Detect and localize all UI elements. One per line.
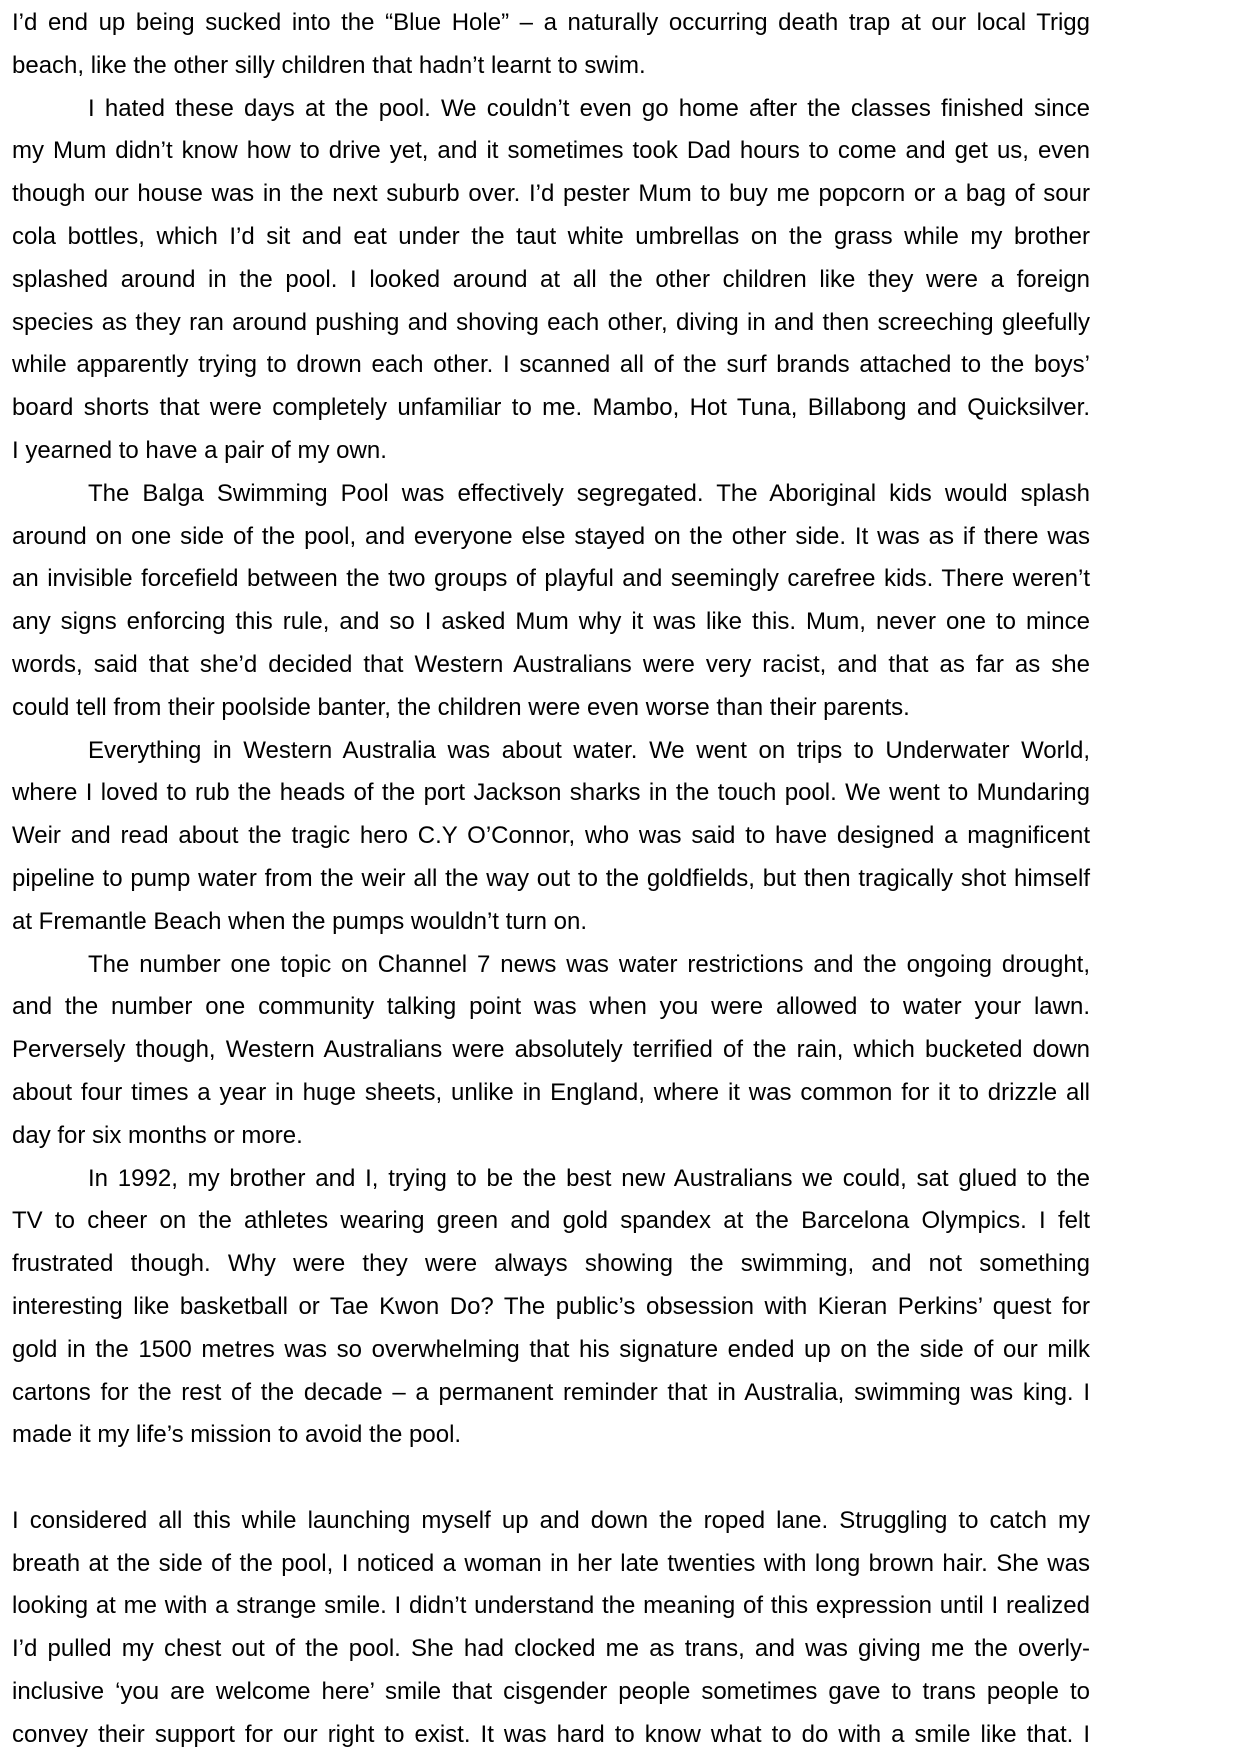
text-line: inclusive ‘you are welcome here’ smile that cisgender people sometimes gave to trans people to	[12, 1678, 1090, 1706]
text-line: day for six months or more.	[12, 1121, 303, 1149]
text-line: board shorts that were completely unfamiliar to me. Mambo, Hot Tuna, Billabong and Quicksilver.	[12, 394, 1090, 422]
text-line: I yearned to have a pair of my own.	[12, 436, 387, 464]
text-line: breath at the side of the pool, I noticed a woman in her late twenties with long brown hair. She was	[12, 1549, 1090, 1577]
text-line: The number one topic on Channel 7 news was water restrictions and the ongoing drought,	[88, 950, 1090, 978]
paragraph	[12, 944, 1090, 1158]
text-line: though our house was in the next suburb over. I’d pester Mum to buy me popcorn or a bag of sour	[12, 180, 1090, 208]
document-body	[12, 2, 1090, 1757]
paragraph	[12, 1158, 1090, 1458]
text-line: interesting like basketball or Tae Kwon Do? The public’s obsession with Kieran Perkins’ quest for	[12, 1292, 1090, 1320]
paragraph	[12, 473, 1090, 730]
text-line: I hated these days at the pool. We couldn’t even go home after the classes finished since	[88, 94, 1090, 122]
text-line: could tell from their poolside banter, the children were even worse than their parents.	[12, 693, 910, 721]
text-line: and the number one community talking point was when you were allowed to water your lawn.	[12, 993, 1090, 1021]
text-line: Perversely though, Western Australians were absolutely terrified of the rain, which bucketed down	[12, 1036, 1090, 1064]
text-line: The Balga Swimming Pool was effectively segregated. The Aboriginal kids would splash	[88, 479, 1090, 507]
text-line: Everything in Western Australia was about water. We went on trips to Underwater World,	[88, 736, 1090, 764]
text-line: cola bottles, which I’d sit and eat under the taut white umbrellas on the grass while my brother	[12, 222, 1090, 250]
text-line: gold in the 1500 metres was so overwhelming that his signature ended up on the side of our milk	[12, 1335, 1090, 1363]
text-line: I considered all this while launching myself up and down the roped lane. Struggling to catch my	[12, 1506, 1090, 1534]
text-line: made it my life’s mission to avoid the pool.	[12, 1421, 462, 1449]
text-line: while apparently trying to drown each other. I scanned all of the surf brands attached to the boys’	[12, 351, 1090, 379]
text-line: frustrated though. Why were they were always showing the swimming, and not something	[12, 1250, 1090, 1278]
text-line: any signs enforcing this rule, and so I asked Mum why it was like this. Mum, never one to mince	[12, 608, 1090, 636]
text-line: pipeline to pump water from the weir all the way out to the goldfields, but then tragically shot himself	[12, 864, 1090, 892]
paragraph	[12, 730, 1090, 944]
text-line: at Fremantle Beach when the pumps wouldn’t turn on.	[12, 907, 587, 935]
text-line: convey their support for our right to exist. It was hard to know what to do with a smile like that. I	[12, 1720, 1090, 1748]
text-line: Weir and read about the tragic hero C.Y O’Connor, who was said to have designed a magnificent	[12, 822, 1090, 850]
text-line: TV to cheer on the athletes wearing green and gold spandex at the Barcelona Olympics. I felt	[12, 1207, 1090, 1235]
text-line: splashed around in the pool. I looked around at all the other children like they were a foreign	[12, 265, 1090, 293]
text-line: species as they ran around pushing and shoving each other, diving in and then screeching gleefully	[12, 308, 1090, 336]
text-line: In 1992, my brother and I, trying to be the best new Australians we could, sat glued to the	[88, 1164, 1090, 1192]
text-line: words, said that she’d decided that Western Australians were very racist, and that as far as she	[12, 650, 1090, 678]
text-line: I’d end up being sucked into the “Blue Hole” – a naturally occurring death trap at our local Trigg	[12, 9, 1090, 36]
text-line: my Mum didn’t know how to drive yet, and it sometimes took Dad hours to come and get us, even	[12, 137, 1090, 165]
text-line: cartons for the rest of the decade – a permanent reminder that in Australia, swimming was king. I	[12, 1378, 1090, 1406]
paragraph	[12, 1500, 1090, 1757]
text-line: about four times a year in huge sheets, unlike in England, where it was common for it to drizzle all	[12, 1078, 1090, 1106]
text-line: an invisible forcefield between the two groups of playful and seemingly carefree kids. There weren’t	[12, 565, 1090, 593]
text-line: beach, like the other silly children that hadn’t learnt to swim.	[12, 51, 646, 79]
paragraph	[12, 88, 1090, 473]
paragraph	[12, 2, 1090, 88]
text-line: looking at me with a strange smile. I didn’t understand the meaning of this expression until I realized	[12, 1592, 1090, 1620]
text-line: I’d pulled my chest out of the pool. She had clocked me as trans, and was giving me the overly-	[12, 1635, 1090, 1663]
text-line: around on one side of the pool, and everyone else stayed on the other side. It was as if there was	[12, 522, 1090, 550]
text-line: where I loved to rub the heads of the port Jackson sharks in the touch pool. We went to Mundaring	[12, 779, 1090, 807]
